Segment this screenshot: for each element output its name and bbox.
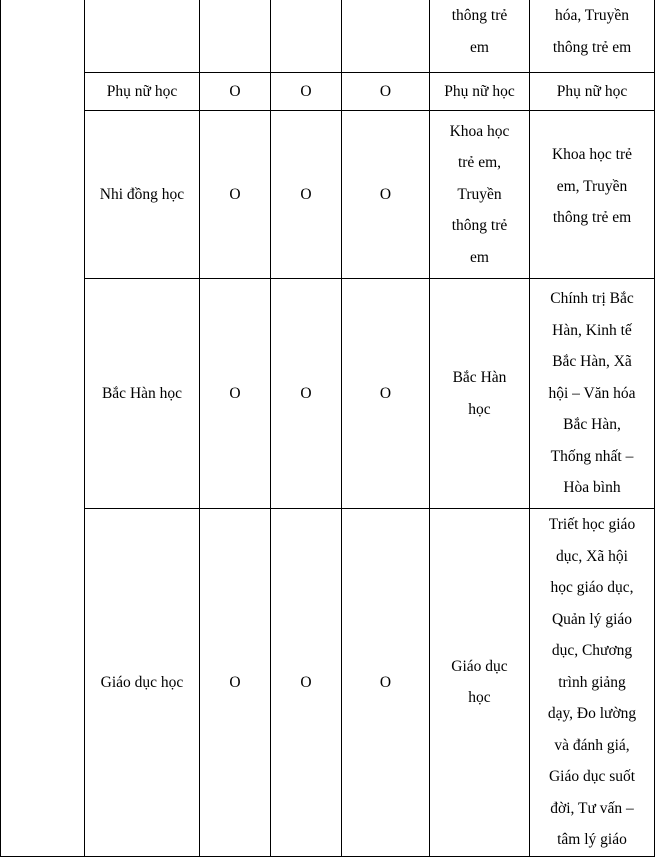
subject-cell: Nhi đồng học — [85, 111, 200, 279]
mark-cell — [342, 0, 430, 73]
mark-cell: O — [271, 509, 342, 857]
table-row — [1, 111, 655, 279]
detail-cell: Triết học giáo dục, Xã hội học giáo dục, Quản lý giáo dục, Chương trình giảng dạy, Đo lường và đánh giá, Giáo dục suốt đời, Tư vấn – tâm lý giáo — [530, 509, 655, 857]
subject-cell — [85, 0, 200, 73]
mark-cell: O — [271, 279, 342, 509]
mark-cell: O — [200, 111, 271, 279]
mark-cell: O — [271, 111, 342, 279]
table-row — [1, 73, 655, 111]
detail-cell: Chính trị Bắc Hàn, Kinh tế Bắc Hàn, Xã hội – Văn hóa Bắc Hàn, Thống nhất – Hòa bình — [530, 279, 655, 509]
mark-cell: O — [200, 279, 271, 509]
course-cell: Phụ nữ học — [430, 73, 530, 111]
course-cell: Giáo dục học — [430, 509, 530, 857]
detail-cell: Khoa học trẻ em, Truyền thông trẻ em — [530, 111, 655, 279]
subject-cell: Giáo dục học — [85, 509, 200, 857]
mark-cell — [200, 0, 271, 73]
mark-cell: O — [342, 279, 430, 509]
course-cell: Bắc Hàn học — [430, 279, 530, 509]
mark-cell: O — [342, 111, 430, 279]
course-cell: Khoa học trẻ em, Truyền thông trẻ em — [430, 111, 530, 279]
subject-cell: Phụ nữ học — [85, 73, 200, 111]
detail-cell: Phụ nữ học — [530, 73, 655, 111]
mark-cell: O — [200, 73, 271, 111]
mark-cell: O — [200, 509, 271, 857]
detail-cell: hóa, Truyền thông trẻ em — [530, 0, 655, 73]
table-row — [1, 509, 655, 857]
mark-cell: O — [342, 73, 430, 111]
course-cell: thông trẻ em — [430, 0, 530, 73]
subject-cell: Bắc Hàn học — [85, 279, 200, 509]
mark-cell — [271, 0, 342, 73]
merged-category-cell — [1, 0, 85, 856]
table-row — [1, 0, 655, 73]
table-row — [1, 279, 655, 509]
mark-cell: O — [271, 73, 342, 111]
mark-cell: O — [342, 509, 430, 857]
